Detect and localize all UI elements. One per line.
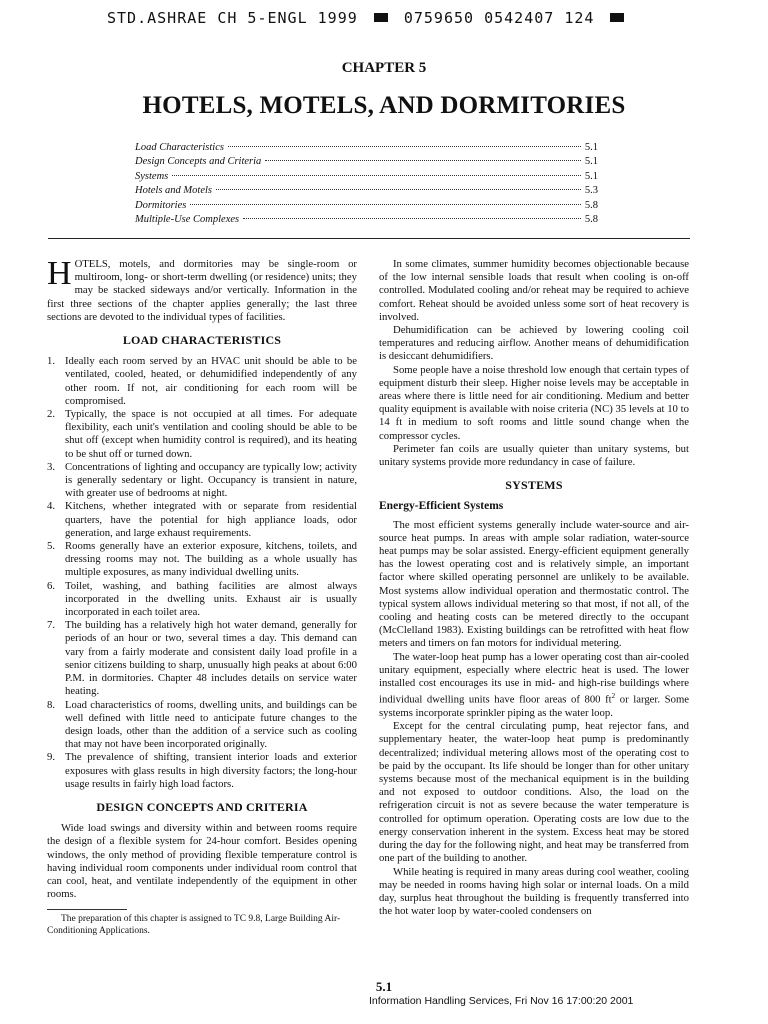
body-paragraph: Perimeter fan coils are usually quieter than unitary systems, but unitary systems provide more redundancy in case of failure. xyxy=(379,442,689,469)
section-divider xyxy=(48,238,690,239)
header-block-mark xyxy=(374,13,388,22)
energy-efficient-heading: Energy-Efficient Systems xyxy=(379,500,504,513)
document-header xyxy=(107,9,630,27)
barcode-number: 0759650 0542407 124 xyxy=(403,9,595,27)
list-item: 4. Kitchens, whether integrated with or separate from residential quarters, have the potential for high appliance loads, odor generation, and large exhaust requirements. xyxy=(47,500,357,539)
load-characteristics-list xyxy=(47,355,357,791)
list-item: 7. The building has a relatively high hot water demand, generally for periods of an hour or two, several times a day. This demand can vary from a fairly moderate and consistent daily load profile in a senior citizens building to sharp, unusually high peaks at about 6:00 P.M. in dormitories. Chapter 48 includes details on service water heating. xyxy=(47,619,357,698)
design-concepts-heading: DESIGN CONCEPTS AND CRITERIA xyxy=(96,799,308,814)
page-number: 5.1 xyxy=(375,979,393,994)
toc-entry[interactable]: Multiple-Use Complexes 5.8 xyxy=(135,213,598,225)
toc-entry[interactable]: Design Concepts and Criteria 5.1 xyxy=(135,156,598,168)
body-paragraph: The water-loop heat pump has a lower operating cost than air-cooled unitary equipment, especially where electric heat is used. The lower installed cost encourages its use in mid- and high-rise buildings where individual dwelling units have floor areas of 800 $ft^2$ or larger. Some systems incorporate sprinkler piping as the water loop. xyxy=(379,650,689,720)
footnote-divider xyxy=(47,909,127,910)
body-paragraph: While heating is required in many areas during cool weather, cooling may be needed in rooms having high solar or internal loads. On a mild day, surplus heat throughout the building is frequently transferred into the hot water loop by water-cooled condensers on xyxy=(379,865,689,918)
drop-cap: H xyxy=(47,255,72,292)
footnote: The preparation of this chapter is assigned to TC 9.8, Large Building Air-Conditioning Applications. xyxy=(47,914,341,936)
toc-entry[interactable]: Systems 5.1 xyxy=(135,170,598,182)
right-column xyxy=(379,258,689,918)
list-item: 5. Rooms generally have an exterior exposure, kitchens, toilets, and dressing rooms may not. The building as a whole usually has multiple exposures, as many individual dwelling units. xyxy=(47,540,357,579)
intro-paragraph: HOTELS, motels, and dormitories may be single-room or multiroom, long- or short-term dwelling (or residence) units; they may be stacked sideways and/or vertically. Information in the first three sections of the chapter applies generally; the last three sections are devoted to the individual types of facilities. xyxy=(47,255,357,323)
list-item: 9. The prevalence of shifting, transient interior loads and exterior exposures with glass results in high diversity factors; the long-hour usage results in fairly high load factors. xyxy=(47,751,357,790)
body-paragraph: Dehumidification can be achieved by lowering cooling coil temperatures and reducing airflow. Another means of dehumidification is desiccant dehumidifiers. xyxy=(379,324,689,363)
left-column xyxy=(47,255,357,937)
list-item: 8. Load characteristics of rooms, dwelling units, and buildings can be well defined with little need to anticipate future changes to the design loads, other than the addition of a service such as cooling that may not have been incorporated originally. xyxy=(47,698,357,751)
toc-entry[interactable]: Hotels and Motels 5.3 xyxy=(135,185,598,197)
systems-heading: SYSTEMS xyxy=(505,478,563,493)
body-paragraph: The most efficient systems generally include water-source and air-source heat pumps. In areas with ample solar radiation, water-source heat pumps may be solar assisted. Energy-efficient equipment generally has the lowest operating cost and is relatively simple, an important factor where skilled operating personnel are unlikely to be available. Most systems allow individual operation and thermostatic control. The typical system allows individual metering so that most, if not all, of the cooling and heating costs can be metered directly to the occupant (McClelland 1983). Existing buildings can be retrofitted with heat flow meters and timers on fan motors for individual metering. xyxy=(379,518,689,650)
chapter-label: CHAPTER 5 xyxy=(341,60,427,76)
toc-entry[interactable]: Load Characteristics 5.1 xyxy=(135,142,598,153)
page-title: HOTELS, MOTELS, AND DORMITORIES xyxy=(142,92,626,119)
body-paragraph: In some climates, summer humidity becomes objectionable because of the low internal sensible loads that result when cooling is on-off controlled. Modulated cooling and/or reheat may be required to achieve comfort. Reheat should be avoided unless some sort of heat recovery is involved. xyxy=(379,258,689,323)
header-block-mark xyxy=(610,13,624,22)
body-paragraph: Wide load swings and diversity within and between rooms require the design of a flexible system for 24-hour comfort. Besides opening windows, the only method of providing flexible temperature control is having individual room components under individual room control that can cool, heat, and ventilate independently of the equipment in other rooms. xyxy=(47,822,357,901)
list-item: 6. Toilet, washing, and bathing facilities are almost always incorporated in the dwelling units. Exhaust air is usually incorporated in each toilet area. xyxy=(47,579,357,619)
load-characteristics-heading: LOAD CHARACTERISTICS xyxy=(122,333,282,348)
list-item: 2. Typically, the space is not occupied at all times. For adequate flexibility, each unit's ventilation and cooling should be able to be shut off (except when humidity control is required), and its heating to be shut off or turned down. xyxy=(47,408,357,460)
body-paragraph: Some people have a noise threshold low enough that certain types of equipment disturb their sleep. Higher noise levels may be acceptable in areas where there is little need for air conditioning. Medium and better quality equipment is available with noise criteria (NC) 35 levels at 10 to 14 ft in medium to soft rooms and little sound change when the compressor cycles. xyxy=(379,363,689,442)
body-paragraph: Except for the central circulating pump, heat rejector fans, and supplementary heater, the water-loop heat pump is predominantly decentralized; individual metering allows most of the operating cost to be paid by the occupant. Its life should be longer than for other unitary systems because most of the mechanical equipment is in the building and not exposed to outdoor conditions. Also, the load on the refrigeration circuit is not as severe because the water temperature is controlled for optimum operation. Operating costs are low due to the energy conservation inherent in the system. Excess heat may be stored during the day for the following night, and heat may be transferred from one part of the building to another. xyxy=(379,720,689,865)
footer-stamp: Information Handling Services, Fri Nov 16 17:00:20 2001 xyxy=(369,995,634,1007)
list-item: 3. Concentrations of lighting and occupancy are typically low; activity is generally sedentary or light. Occupancy is transient in nature, with greater use of bedrooms at night. xyxy=(47,460,357,500)
list-item: 1. Ideally each room served by an HVAC unit should be able to be ventilated, cooled, heated, or dehumidified independently of any other room. If not, air conditioning for each room will be compromised. xyxy=(47,355,357,407)
standard-code: STD.ASHRAE CH 5-ENGL 1999 xyxy=(107,9,358,27)
toc-entry[interactable]: Dormitories 5.8 xyxy=(135,199,598,211)
table-of-contents xyxy=(135,141,598,227)
